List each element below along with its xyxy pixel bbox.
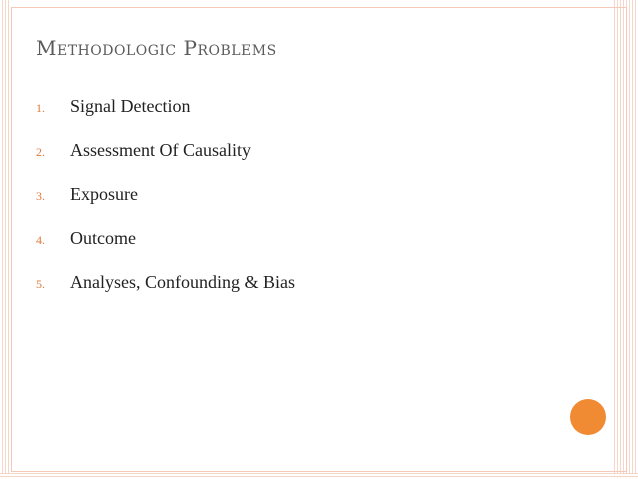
slide-title: Methodologic Problems (36, 36, 277, 60)
list-item (36, 228, 295, 272)
list-item-number: 1. (36, 101, 45, 115)
list-item (36, 184, 295, 228)
list-item-text: Assessment Of Causality (70, 140, 251, 160)
list-item-number: 3. (36, 189, 45, 203)
list-item-text: Outcome (70, 228, 136, 248)
list-item-text: Analyses, Confounding & Bias (70, 272, 295, 292)
left-stripe-border (0, 0, 10, 479)
list-item-number: 5. (36, 277, 45, 291)
list-item-text: Signal Detection (70, 96, 191, 116)
list-item-number: 2. (36, 145, 45, 159)
bottom-stripe-border (0, 473, 638, 479)
list-item-number: 4. (36, 233, 45, 247)
list-item (36, 96, 295, 140)
list-item (36, 140, 295, 184)
numbered-list (36, 96, 295, 316)
accent-circle (570, 399, 606, 435)
list-item (36, 272, 295, 316)
list-item-text: Exposure (70, 184, 138, 204)
